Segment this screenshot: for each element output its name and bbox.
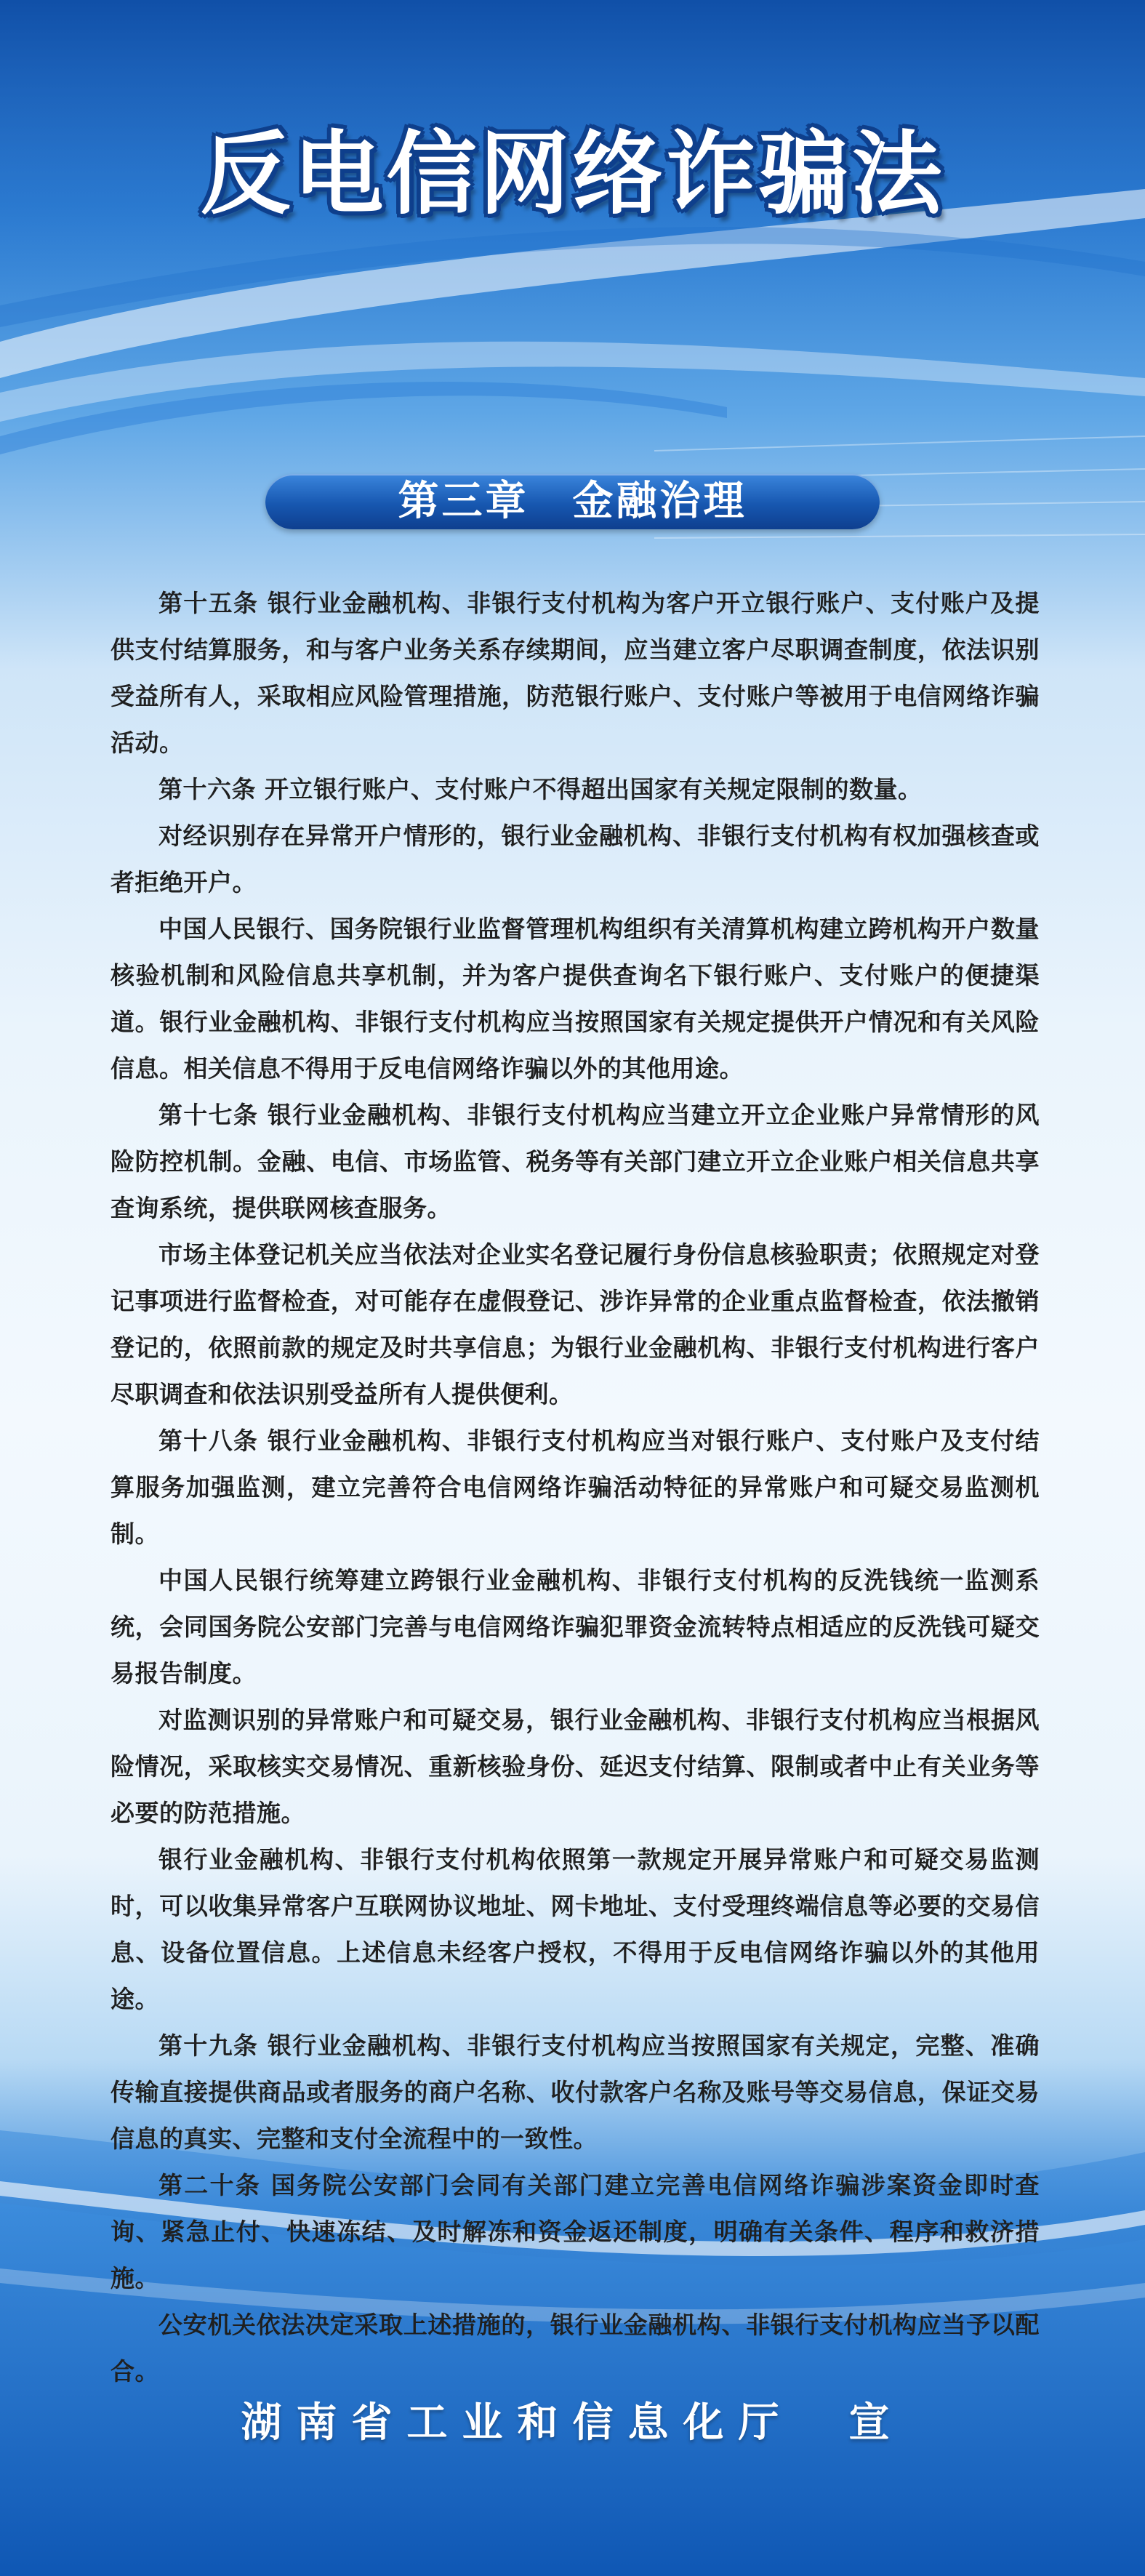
paragraph-art16-2: 对经识别存在异常开户情形的，银行业金融机构、非银行支付机构有权加强核查或者拒绝开户。 [111, 822, 1040, 896]
chapter-banner [265, 474, 880, 529]
paragraph-art17: 第十七条 银行业金融机构、非银行支付机构应当建立开立企业账户异常情形的风险防控机制。金融、电信、市场监管、税务等有关部门建立开立企业账户相关信息共享查询系统，提供联网核查服务。 [111, 1101, 1040, 1222]
paragraph-art16-3: 中国人民银行、国务院银行业监督管理机构组织有关清算机构建立跨机构开户数量核验机制和风险信息共享机制，并为客户提供查询名下银行账户、支付账户的便捷渠道。银行业金融机构、非银行支付机构应当按照国家有关规定提供开户情况和有关风险信息。相关信息不得用于反电信网络诈骗以外的其他用途。 [111, 915, 1040, 1083]
paragraph-art15: 第十五条 银行业金融机构、非银行支付机构为客户开立银行账户、支付账户及提供支付结算服务，和与客户业务关系存续期间，应当建立客户尽职调查制度，依法识别受益所有人，采取相应风险管理措施，防范银行账户、支付账户等被用于电信网络诈骗活动。 [111, 589, 1040, 757]
paragraph-art20: 第二十条 国务院公安部门会同有关部门建立完善电信网络诈骗涉案资金即时查询、紧急止付、快速冻结、及时解冻和资金返还制度，明确有关条件、程序和救济措施。 [111, 2171, 1040, 2292]
paragraph-art16: 第十六条 开立银行账户、支付账户不得超出国家有关规定限制的数量。 [158, 775, 923, 803]
poster-title: 反电信网络诈骗法 [200, 122, 945, 227]
chapter-title: 第三章 金融治理 [398, 478, 747, 525]
paragraph-art18-4: 银行业金融机构、非银行支付机构依照第一款规定开展异常账户和可疑交易监测时，可以收集异常客户互联网协议地址、网卡地址、支付受理终端信息等必要的交易信息、设备位置信息。上述信息未经客户授权，不得用于反电信网络诈骗以外的其他用途。 [111, 1845, 1040, 2013]
paragraph-art18: 第十八条 银行业金融机构、非银行支付机构应当对银行账户、支付账户及支付结算服务加强监测，建立完善符合电信网络诈骗活动特征的异常账户和可疑交易监测机制。 [111, 1427, 1040, 1548]
paragraph-art19: 第十九条 银行业金融机构、非银行支付机构应当按照国家有关规定，完整、准确传输直接提供商品或者服务的商户名称、收付款客户名称及账号等交易信息，保证交易信息的真实、完整和支付全流程中的一致性。 [111, 2031, 1040, 2153]
paragraph-art18-2: 中国人民银行统筹建立跨银行业金融机构、非银行支付机构的反洗钱统一监测系统，会同国务院公安部门完善与电信网络诈骗犯罪资金流转特点相适应的反洗钱可疑交易报告制度。 [111, 1566, 1040, 1688]
paragraph-art18-3: 对监测识别的异常账户和可疑交易，银行业金融机构、非银行支付机构应当根据风险情况，采取核实交易情况、重新核验身份、延迟支付结算、限制或者中止有关业务等必要的防范措施。 [111, 1706, 1040, 1827]
paragraph-art17-2: 市场主体登记机关应当依法对企业实名登记履行身份信息核验职责；依照规定对登记事项进行监督检查，对可能存在虚假登记、涉诈异常的企业重点监督检查，依法撤销登记的，依照前款的规定及时共享信息；为银行业金融机构、非银行支付机构进行客户尽职调查和依法识别受益所有人提供便利。 [111, 1240, 1040, 1408]
paragraph-art20-2: 公安机关依法决定采取上述措施的，银行业金融机构、非银行支付机构应当予以配合。 [111, 2311, 1040, 2386]
article-body [111, 580, 1040, 2395]
footer-issuer: 湖南省工业和信息化厅 宣 [241, 2399, 904, 2447]
